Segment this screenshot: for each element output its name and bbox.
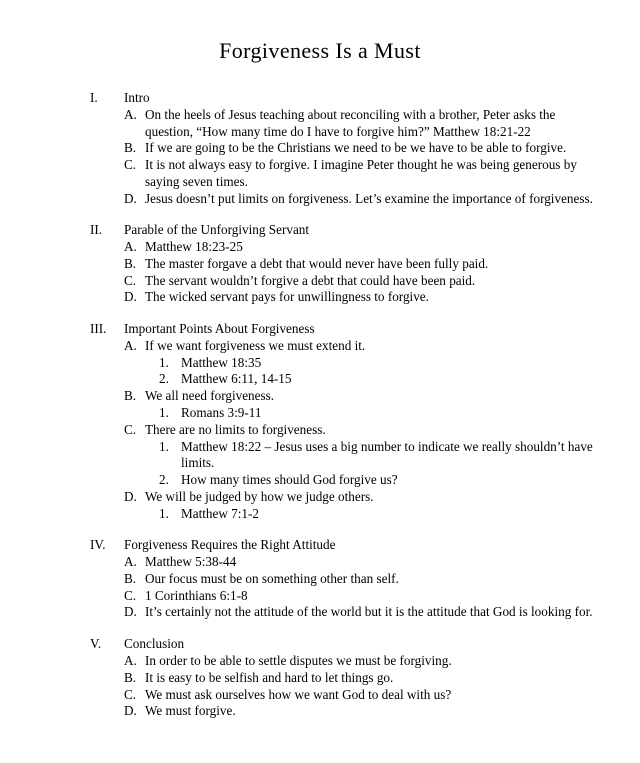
item-marker: C.: [124, 272, 137, 288]
item-marker: A.: [124, 239, 137, 255]
item-text: There are no limits to forgiveness.: [145, 421, 326, 437]
subitem-marker: 1.: [159, 405, 169, 421]
item-marker: C.: [124, 421, 137, 437]
outline-section-heading: [90, 90, 598, 107]
outline-subitem: [90, 506, 598, 523]
item-text: It’s certainly not the attitude of the world but it is the attitude that God is looking for.: [145, 604, 593, 620]
item-marker: B.: [124, 570, 137, 586]
outline-item: [90, 107, 598, 141]
item-marker: C.: [124, 686, 137, 702]
subitem-text: Romans 3:9-11: [181, 405, 262, 421]
item-marker: D.: [124, 488, 137, 504]
section-marker: III.: [90, 321, 107, 337]
section-marker: V.: [90, 636, 102, 652]
outline-item: [90, 489, 598, 506]
item-marker: A.: [124, 652, 137, 668]
item-marker: B.: [124, 388, 137, 404]
subitem-marker: 1.: [159, 354, 169, 370]
item-marker: C.: [124, 587, 137, 603]
outline-section-heading: [90, 636, 598, 653]
item-marker: B.: [124, 140, 137, 156]
section-heading-text: Forgiveness Requires the Right Attitude: [124, 537, 336, 553]
subitem-marker: 1.: [159, 505, 169, 521]
item-text: On the heels of Jesus teaching about reconciling with a brother, Peter asks the question, “How many time do I have to forgive him?” Matthew 18:21-22: [145, 106, 556, 139]
outline-item: [90, 388, 598, 405]
outline-item: [90, 273, 598, 290]
outline-section: [90, 537, 598, 621]
section-heading-text: Parable of the Unforgiving Servant: [124, 222, 310, 238]
outline-section-heading: [90, 222, 598, 239]
outline-item: [90, 191, 598, 208]
outline-item: [90, 653, 598, 670]
subitem-text: Matthew 18:22 – Jesus uses a big number to indicate we really shouldn’t have limits.: [181, 438, 593, 471]
outline-item: [90, 571, 598, 588]
item-text: It is easy to be selfish and hard to let things go.: [145, 669, 394, 685]
outline-subitem: [90, 439, 598, 473]
item-marker: B.: [124, 669, 137, 685]
item-marker: A.: [124, 337, 137, 353]
outline-list: [42, 90, 598, 720]
subitem-marker: 1.: [159, 438, 169, 454]
item-marker: B.: [124, 255, 137, 271]
outline-section: [90, 636, 598, 720]
outline-section: [90, 321, 598, 522]
outline-item: [90, 256, 598, 273]
outline-section-heading: [90, 537, 598, 554]
item-marker: D.: [124, 703, 137, 719]
outline-subitem: [90, 355, 598, 372]
item-marker: C.: [124, 157, 137, 173]
item-text: Jesus doesn’t put limits on forgiveness. Let’s examine the importance of forgiveness.: [145, 190, 593, 206]
outline-item: [90, 140, 598, 157]
subitem-text: How many times should God forgive us?: [181, 472, 398, 488]
outline-item: [90, 670, 598, 687]
outline-subitem: [90, 371, 598, 388]
item-text: Matthew 5:38-44: [145, 554, 237, 570]
subitem-text: Matthew 7:1-2: [181, 505, 260, 521]
item-text: We all need forgiveness.: [145, 388, 275, 404]
subitem-marker: 2.: [159, 472, 169, 488]
outline-item: [90, 554, 598, 571]
outline-item: [90, 157, 598, 191]
outline-section-heading: [90, 321, 598, 338]
item-text: Matthew 18:23-25: [145, 239, 243, 255]
section-marker: I.: [90, 90, 98, 105]
item-marker: D.: [124, 289, 137, 305]
outline-subitem: [90, 405, 598, 422]
item-marker: A.: [124, 554, 137, 570]
subitem-text: Matthew 18:35: [181, 354, 262, 370]
subitem-marker: 2.: [159, 371, 169, 387]
item-text: Our focus must be on something other than self.: [145, 570, 399, 586]
item-text: We must forgive.: [145, 703, 236, 719]
item-text: The master forgave a debt that would never have been fully paid.: [145, 255, 489, 271]
outline-item: [90, 588, 598, 605]
item-marker: D.: [124, 604, 137, 620]
outline-item: [90, 703, 598, 720]
outline-item: [90, 289, 598, 306]
outline-item: [90, 422, 598, 439]
outline-section: [90, 90, 598, 207]
page-title: Forgiveness Is a Must: [219, 38, 421, 63]
item-marker: A.: [124, 106, 137, 122]
item-text: It is not always easy to forgive. I imagine Peter thought he was being generous by saying seven times.: [145, 157, 577, 189]
outline-section: [90, 222, 598, 306]
section-heading-text: Important Points About Forgiveness: [124, 321, 315, 337]
section-heading-text: Intro: [124, 90, 150, 105]
outline-item: [90, 338, 598, 355]
outline-item: [90, 687, 598, 704]
item-marker: D.: [124, 190, 137, 206]
subitem-text: Matthew 6:11, 14-15: [181, 371, 292, 387]
section-heading-text: Conclusion: [124, 636, 185, 652]
outline-item: [90, 604, 598, 621]
item-text: We will be judged by how we judge others.: [145, 488, 374, 504]
item-text: We must ask ourselves how we want God to deal with us?: [145, 686, 452, 702]
item-text: In order to be able to settle disputes we must be forgiving.: [145, 652, 452, 668]
outline-subitem: [90, 472, 598, 489]
item-text: If we are going to be the Christians we need to be we have to be able to forgive.: [145, 140, 567, 156]
item-text: The wicked servant pays for unwillingness to forgive.: [145, 289, 429, 305]
item-text: The servant wouldn’t forgive a debt that could have been paid.: [145, 272, 476, 288]
item-text: If we want forgiveness we must extend it.: [145, 337, 366, 353]
section-marker: IV.: [90, 537, 106, 553]
section-marker: II.: [90, 222, 103, 238]
item-text: 1 Corinthians 6:1-8: [145, 587, 248, 603]
outline-item: [90, 239, 598, 256]
